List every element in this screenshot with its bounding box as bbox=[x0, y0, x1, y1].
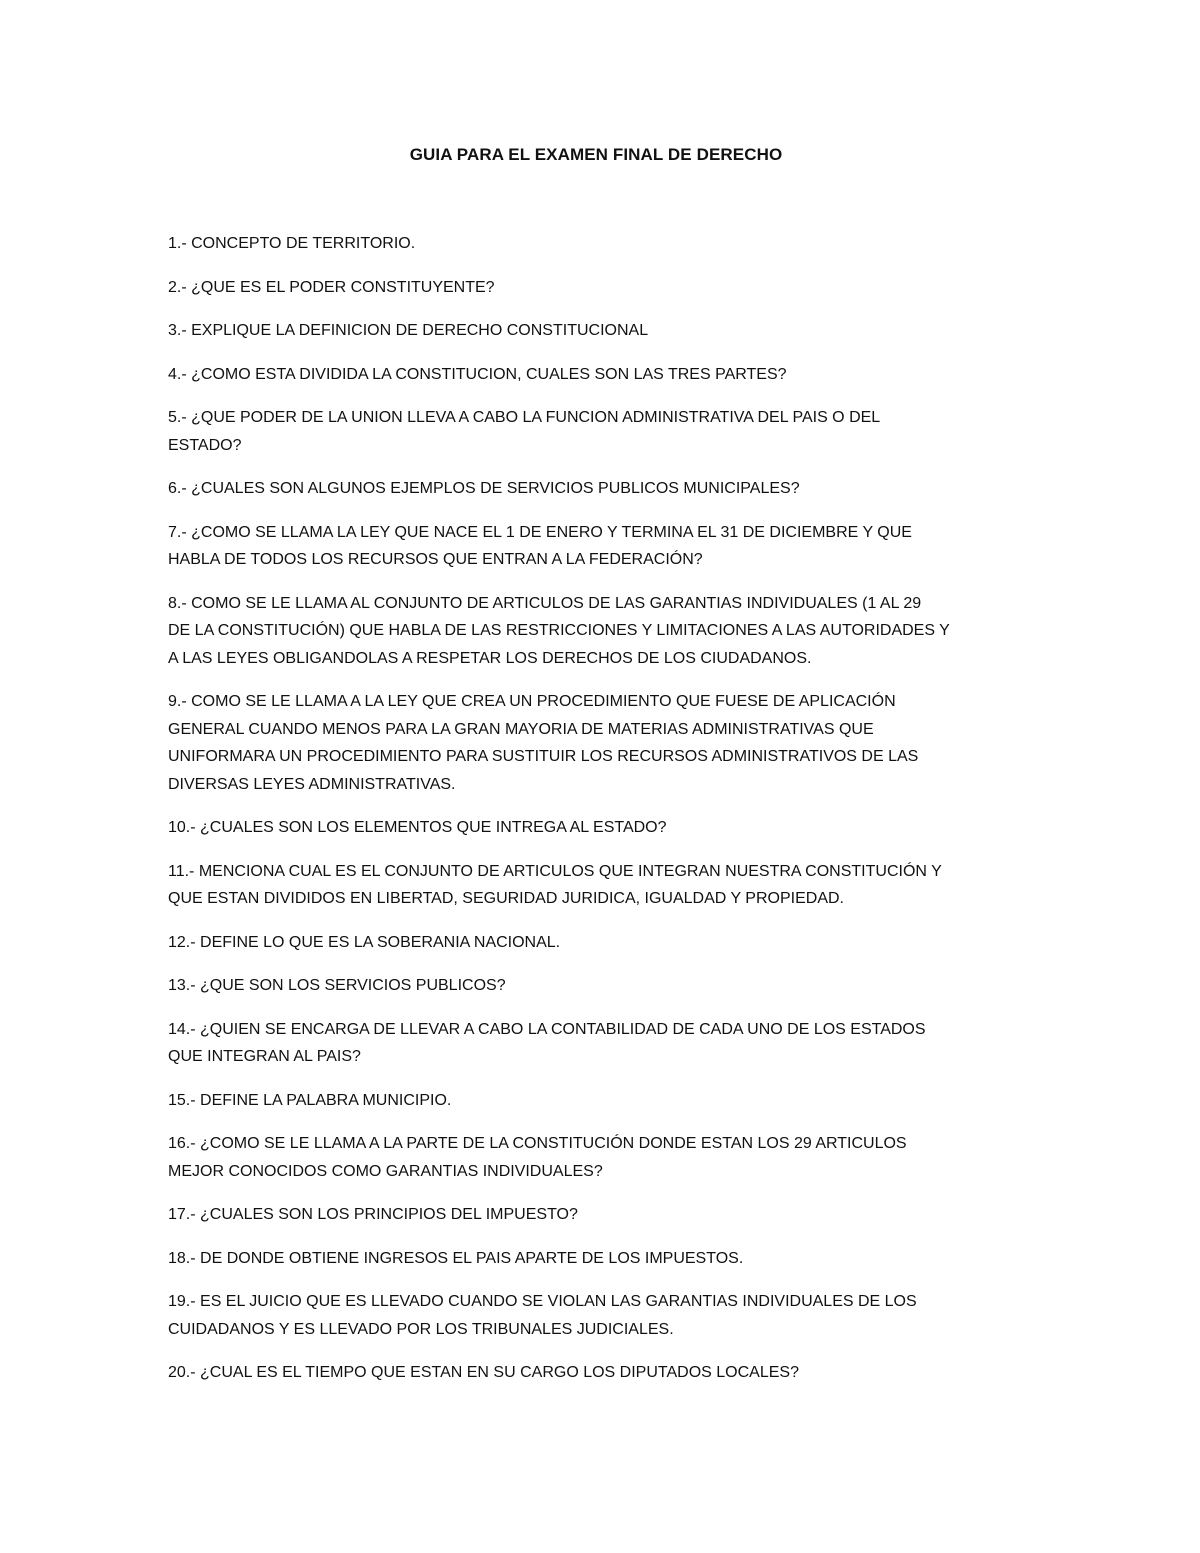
question-line: QUE ESTAN DIVIDIDOS EN LIBERTAD, SEGURIDAD JURIDICA, IGUALDAD Y PROPIEDAD. bbox=[168, 890, 844, 907]
question-line: ESTADO? bbox=[168, 436, 242, 454]
question-line: 10.- ¿CUALES SON LOS ELEMENTOS QUE INTREGA AL ESTADO? bbox=[168, 819, 667, 836]
question-line: 18.- DE DONDE OBTIENE INGRESOS EL PAIS APARTE DE LOS IMPUESTOS. bbox=[168, 1249, 744, 1267]
question-item bbox=[168, 361, 1036, 389]
question-line: MEJOR CONOCIDOS COMO GARANTIAS INDIVIDUALES? bbox=[168, 1162, 603, 1180]
question-line: CUIDADANOS Y ES LLEVADO POR LOS TRIBUNALES JUDICIALES. bbox=[168, 1320, 674, 1338]
question-line: 13.- ¿QUE SON LOS SERVICIOS PUBLICOS? bbox=[168, 977, 506, 994]
question-line: A LAS LEYES OBLIGANDOLAS A RESPETAR LOS DERECHOS DE LOS CIUDADANOS. bbox=[168, 649, 812, 667]
question-item bbox=[168, 688, 1036, 798]
question-item bbox=[168, 1087, 1036, 1115]
question-line: QUE INTEGRAN AL PAIS? bbox=[168, 1048, 361, 1065]
question-line: 4.- ¿COMO ESTA DIVIDIDA LA CONSTITUCION, CUALES SON LAS TRES PARTES? bbox=[168, 365, 787, 383]
question-item bbox=[168, 1016, 1036, 1071]
question-item bbox=[168, 929, 1036, 957]
question-line: 20.- ¿CUAL ES EL TIEMPO QUE ESTAN EN SU CARGO LOS DIPUTADOS LOCALES? bbox=[168, 1364, 799, 1381]
question-line: 17.- ¿CUALES SON LOS PRINCIPIOS DEL IMPUESTO? bbox=[168, 1206, 578, 1223]
question-line: 16.- ¿COMO SE LE LLAMA A LA PARTE DE LA CONSTITUCIÓN DONDE ESTAN LOS 29 ARTICULOS bbox=[168, 1135, 907, 1152]
question-item bbox=[168, 814, 1036, 842]
question-line: 6.- ¿CUALES SON ALGUNOS EJEMPLOS DE SERVICIOS PUBLICOS MUNICIPALES? bbox=[168, 480, 800, 497]
question-item bbox=[168, 1130, 1036, 1185]
question-line: DIVERSAS LEYES ADMINISTRATIVAS. bbox=[168, 775, 456, 793]
question-line: 2.- ¿QUE ES EL PODER CONSTITUYENTE? bbox=[168, 278, 495, 296]
question-line: 5.- ¿QUE PODER DE LA UNION LLEVA A CABO LA FUNCION ADMINISTRATIVA DEL PAIS O DEL bbox=[168, 409, 881, 426]
question-item bbox=[168, 1288, 1036, 1343]
question-item bbox=[168, 972, 1036, 1000]
question-line: DE LA CONSTITUCIÓN) QUE HABLA DE LAS RESTRICCIONES Y LIMITACIONES A LAS AUTORIDADES Y bbox=[168, 622, 950, 639]
question-line: 14.- ¿QUIEN SE ENCARGA DE LLEVAR A CABO LA CONTABILIDAD DE CADA UNO DE LOS ESTADOS bbox=[168, 1020, 926, 1038]
question-line: 3.- EXPLIQUE LA DEFINICION DE DERECHO CONSTITUCIONAL bbox=[168, 322, 649, 339]
question-line: HABLA DE TODOS LOS RECURSOS QUE ENTRAN A LA FEDERACIÓN? bbox=[168, 551, 703, 568]
question-item bbox=[168, 475, 1036, 503]
question-line: 9.- COMO SE LE LLAMA A LA LEY QUE CREA UN PROCEDIMIENTO QUE FUESE DE APLICACIÓN bbox=[168, 693, 896, 710]
question-item bbox=[168, 590, 1036, 673]
question-item bbox=[168, 274, 1036, 302]
question-item bbox=[168, 1245, 1036, 1273]
question-line: 8.- COMO SE LE LLAMA AL CONJUNTO DE ARTICULOS DE LAS GARANTIAS INDIVIDUALES (1 AL 29 bbox=[168, 594, 922, 612]
question-line: 12.- DEFINE LO QUE ES LA SOBERANIA NACIONAL. bbox=[168, 933, 561, 951]
question-line: 15.- DEFINE LA PALABRA MUNICIPIO. bbox=[168, 1091, 452, 1109]
question-line: 1.- CONCEPTO DE TERRITORIO. bbox=[168, 235, 416, 252]
question-item bbox=[168, 1201, 1036, 1229]
question-item bbox=[168, 230, 1036, 258]
question-item bbox=[168, 1359, 1036, 1387]
question-line: 19.- ES EL JUICIO QUE ES LLEVADO CUANDO SE VIOLAN LAS GARANTIAS INDIVIDUALES DE LOS bbox=[168, 1293, 917, 1310]
question-item bbox=[168, 404, 1036, 459]
question-line: 7.- ¿COMO SE LLAMA LA LEY QUE NACE EL 1 DE ENERO Y TERMINA EL 31 DE DICIEMBRE Y QUE bbox=[168, 523, 912, 541]
question-list bbox=[168, 230, 1036, 1403]
question-line: UNIFORMARA UN PROCEDIMIENTO PARA SUSTITUIR LOS RECURSOS ADMINISTRATIVOS DE LAS bbox=[168, 748, 919, 765]
document-title: GUIA PARA EL EXAMEN FINAL DE DERECHO bbox=[409, 145, 783, 164]
question-item bbox=[168, 317, 1036, 345]
question-item bbox=[168, 858, 1036, 913]
question-line: 11.- MENCIONA CUAL ES EL CONJUNTO DE ARTICULOS QUE INTEGRAN NUESTRA CONSTITUCIÓN Y bbox=[168, 862, 942, 880]
question-line: GENERAL CUANDO MENOS PARA LA GRAN MAYORIA DE MATERIAS ADMINISTRATIVAS QUE bbox=[168, 720, 874, 738]
question-item bbox=[168, 519, 1036, 574]
